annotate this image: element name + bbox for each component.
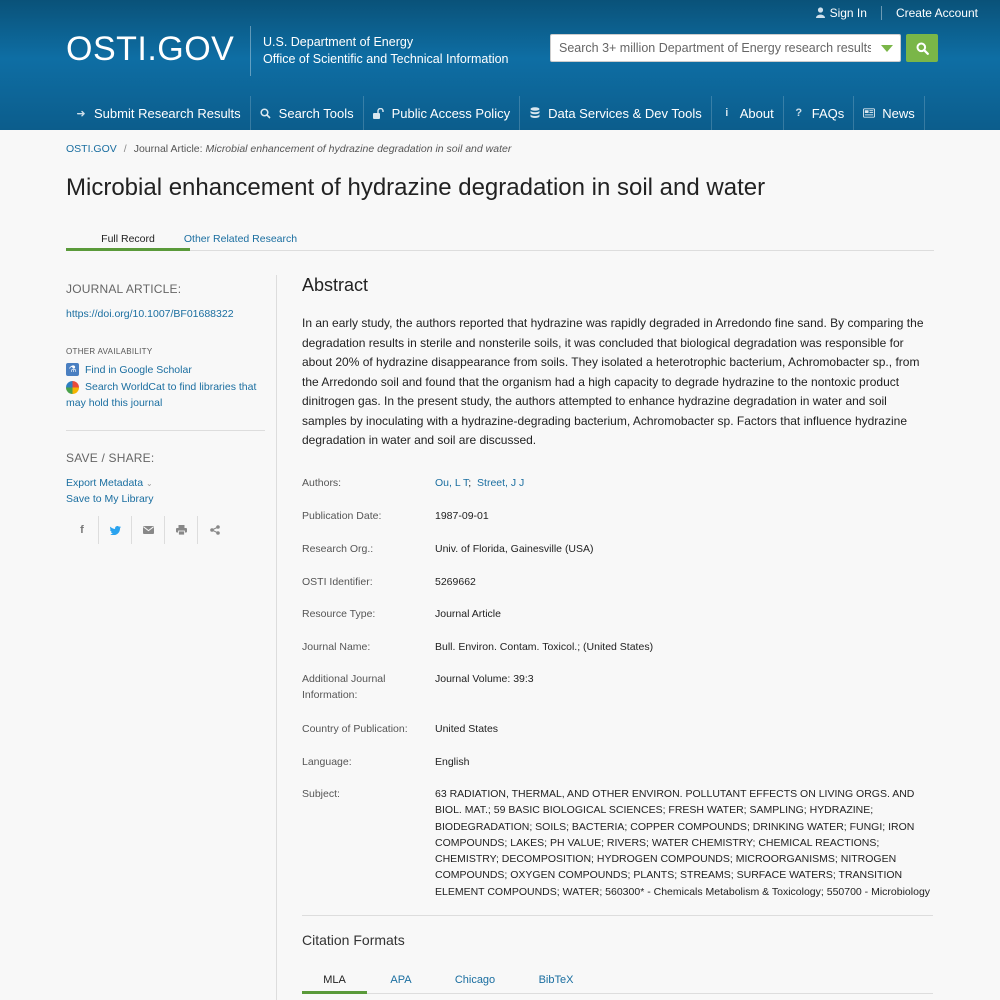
nav-label: Submit Research Results (94, 105, 241, 121)
tab-mla[interactable]: MLA (302, 970, 367, 994)
metadata-value: Journal Volume: 39:3 (435, 673, 534, 685)
google-scholar-row[interactable] (66, 362, 265, 378)
sign-in-label: Sign In (829, 5, 867, 20)
agency-line-1: U.S. Department of Energy (263, 35, 414, 49)
search-box (550, 34, 901, 62)
create-account-link[interactable]: Create Account (895, 5, 978, 20)
share-buttons (66, 516, 231, 544)
metadata-label: OSTI Identifier: (302, 576, 373, 588)
export-metadata-link[interactable] (66, 475, 153, 492)
save-share-heading: SAVE / SHARE: (66, 451, 155, 465)
unlock-icon (373, 108, 385, 119)
search-icon (916, 42, 929, 55)
logo-divider (250, 26, 251, 76)
metadata-row-language (302, 754, 933, 786)
metadata-table (302, 475, 933, 900)
newspaper-icon (863, 108, 875, 118)
twitter-share-button[interactable] (99, 516, 132, 544)
column-divider (276, 275, 277, 1000)
nav-label: News (882, 105, 915, 121)
metadata-row-osti-identifier (302, 574, 933, 606)
breadcrumb-current: Microbial enhancement of hydrazine degradation in soil and water (205, 143, 512, 155)
metadata-label: Country of Publication: (302, 723, 408, 735)
metadata-row-subject (302, 786, 933, 900)
share-icon (210, 525, 220, 535)
metadata-label: Journal Name: (302, 641, 371, 653)
agency-name (263, 34, 509, 68)
nav-search-tools[interactable] (251, 96, 364, 130)
citation-formats-heading: Citation Formats (302, 932, 405, 948)
metadata-value: Bull. Environ. Contam. Toxicol.; (United States) (435, 641, 654, 653)
info-icon: i (725, 107, 729, 119)
breadcrumb-home[interactable]: OSTI.GOV (66, 143, 117, 155)
save-library-link[interactable]: Save to My Library (66, 493, 154, 505)
metadata-label: Research Org.: (302, 543, 374, 555)
doi-link[interactable]: https://doi.org/10.1007/BF01688322 (66, 308, 234, 320)
breadcrumb-separator: / (123, 143, 127, 155)
search-button[interactable] (906, 34, 938, 62)
metadata-label: Additional Journal Information: (302, 673, 386, 701)
metadata-value: Journal Article (435, 608, 501, 620)
divider (881, 6, 882, 20)
question-icon: ? (795, 107, 803, 119)
page-title: Microbial enhancement of hydrazine degradation in soil and water (66, 174, 766, 201)
section-divider (302, 915, 933, 916)
metadata-value: 1987-09-01 (435, 510, 489, 522)
user-icon (816, 7, 825, 18)
envelope-icon (143, 526, 154, 534)
metadata-value: 5269662 (435, 576, 476, 588)
sign-in-link[interactable] (816, 5, 867, 20)
main-nav (66, 96, 925, 130)
nav-label: Public Access Policy (391, 105, 511, 121)
nav-news[interactable] (854, 96, 925, 130)
breadcrumb (66, 143, 511, 155)
google-scholar-icon: ⚗ (66, 363, 79, 376)
metadata-row-resource-type (302, 606, 933, 639)
nav-label: Data Services & Dev Tools (548, 105, 702, 121)
tab-apa[interactable]: APA (390, 974, 412, 986)
author-separator: ; (468, 477, 478, 489)
search-icon (260, 108, 272, 119)
record-tabs (66, 229, 934, 251)
account-links (816, 5, 978, 20)
metadata-row-publication-date (302, 508, 933, 541)
print-icon (176, 525, 187, 535)
metadata-value: 63 RADIATION, THERMAL, AND OTHER ENVIRON. POLLUTANT EFFECTS ON LIVING ORGS. AND BIOL. MAT.; 59 BASIC BIOLOGICAL SCIENCES; FRESH WATER; SAMPLING; HYDRAZINE; BIODEGRADATION; SOILS; BACTERIA; COPPER COMPOUNDS; DRINKING WATER; FUNGI; IRON COMPOUNDS; LAKES; PH VALUE; RIVERS; WATER CHEMISTRY; CHEMICAL REACTIONS; CHEMISTRY; DECOMPOSITION; HYDROGEN COMPOUNDS; MICROORGANISMS; NITROGEN COMPOUNDS; OXYGEN COMPOUNDS; PLANTS; STREAMS; SURFACE WATERS; TRANSITION ELEMENT COMPOUNDS; WATER; 560300* - Chemicals Metabolism & Toxicology; 550700 - Microbiology (435, 788, 931, 898)
metadata-value: Univ. of Florida, Gainesville (USA) (435, 543, 594, 555)
metadata-value (435, 475, 933, 508)
email-share-button[interactable] (132, 516, 165, 544)
metadata-row-journal-name (302, 639, 933, 671)
metadata-label: Language: (302, 756, 352, 768)
author-link[interactable]: Ou, L T (435, 477, 469, 489)
metadata-row-country (302, 721, 933, 754)
metadata-label: Subject: (302, 788, 340, 800)
nav-about[interactable] (712, 96, 784, 130)
metadata-label: Authors: (302, 477, 342, 489)
abstract-text: In an early study, the authors reported that hydrazine was rapidly degraded in Arredondo fine sand. By comparing the degradation results in sterile and nonsterile soils, it was concluded that biological degradation was responsible for about 20% of hydrazine disappearance from soils. They isolated a heterotrophic bacterium, Achromobacter sp., from the Arredondo soil and found that the organism had a high capacity to degrade hydrazine to the nontoxic product dinitrogen gas. In the present study, the authors attempted to enhance hydrazine degradation in water and soil samples by inoculating with a hydrazine-degrading bacterium, Achromobacter sp. Factors that influence hydrazine degradation in water and soil are discussed. (302, 316, 924, 447)
search-options-dropdown-icon[interactable] (881, 45, 893, 52)
sidebar-divider (66, 430, 265, 431)
journal-article-heading: JOURNAL ARTICLE: (66, 282, 182, 296)
facebook-share-button[interactable] (66, 516, 99, 544)
breadcrumb-section: Journal Article: (133, 143, 203, 155)
twitter-icon (110, 526, 121, 535)
metadata-row-authors (302, 475, 933, 508)
print-button[interactable] (165, 516, 198, 544)
worldcat-link[interactable]: Search WorldCat to find libraries that may hold this journal (66, 381, 257, 409)
metadata-value: English (435, 756, 470, 768)
abstract-heading: Abstract (302, 275, 369, 295)
chevron-down-icon: ⌄ (145, 479, 153, 488)
nav-label: Search Tools (278, 105, 354, 121)
database-icon (529, 107, 541, 119)
nav-label: About (739, 105, 774, 121)
tab-chicago[interactable]: Chicago (454, 974, 496, 986)
metadata-label: Publication Date: (302, 510, 382, 522)
nav-submit-research-results[interactable] (66, 96, 251, 130)
site-header (0, 0, 1000, 130)
metadata-label: Resource Type: (302, 608, 376, 620)
nav-label: FAQs (811, 105, 845, 121)
metadata-value: United States (435, 723, 499, 735)
tab-full-record[interactable]: Full Record (66, 229, 190, 251)
nav-public-access-policy[interactable] (364, 96, 521, 130)
search-input[interactable] (551, 35, 871, 61)
google-scholar-link[interactable]: Find in Google Scholar (85, 364, 192, 376)
tab-other-related-research[interactable]: Other Related Research (183, 233, 298, 245)
tab-bibtex[interactable]: BibTeX (538, 974, 574, 986)
share-button[interactable] (198, 516, 231, 544)
nav-data-services[interactable] (520, 96, 712, 130)
metadata-row-additional-journal-information (302, 671, 933, 721)
export-metadata-label: Export Metadata (66, 477, 144, 489)
sign-in-icon: ➜ (76, 107, 86, 120)
worldcat-icon (66, 381, 79, 394)
worldcat-row[interactable] (66, 379, 265, 411)
nav-faqs[interactable] (784, 96, 855, 130)
citation-tabs (302, 970, 933, 994)
metadata-row-research-org (302, 541, 933, 574)
facebook-icon: f (80, 524, 84, 536)
other-availability-heading: OTHER AVAILABILITY (66, 347, 153, 356)
author-link[interactable]: Street, J J (477, 477, 525, 489)
agency-line-2: Office of Scientific and Technical Information (263, 52, 509, 66)
osti-logo[interactable]: OSTI.GOV (66, 30, 235, 68)
